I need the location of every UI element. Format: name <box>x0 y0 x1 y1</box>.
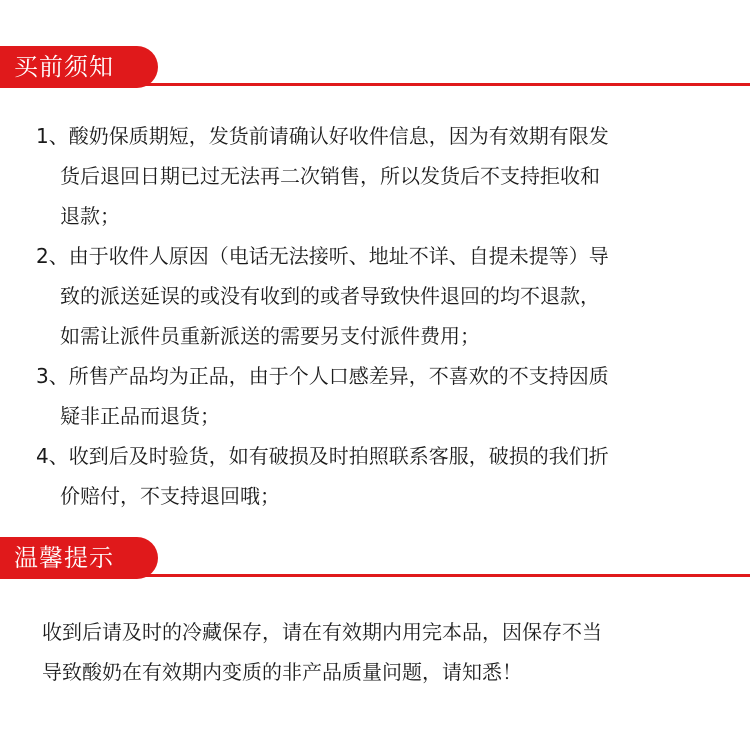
notice-line: 2、由于收件人原因（电话无法接听、地址不详、自提未提等）导 <box>36 244 609 268</box>
section-header-purchase-notice <box>0 46 750 88</box>
notice-line: 疑非正品而退货； <box>60 404 220 428</box>
section-header-warm-tips <box>0 537 750 579</box>
notice-line: 致的派送延误的或没有收到的或者导致快件退回的均不退款， <box>60 284 600 308</box>
notice-line: 4、收到后及时验货，如有破损及时拍照联系客服，破损的我们折 <box>36 444 609 468</box>
notice-line: 退款； <box>60 204 120 228</box>
notice-line: 货后退回日期已过无法再二次销售，所以发货后不支持拒收和 <box>60 164 600 188</box>
tip-line: 收到后请及时的冷藏保存，请在有效期内用完本品，因保存不当 <box>42 620 602 644</box>
section-title: 买前须知 <box>0 46 158 88</box>
notice-line: 3、所售产品均为正品，由于个人口感差异，不喜欢的不支持因质 <box>36 364 609 388</box>
tip-line: 导致酸奶在有效期内变质的非产品质量问题，请知悉！ <box>42 660 522 684</box>
notice-line: 价赔付，不支持退回哦； <box>60 484 280 508</box>
notice-line: 如需让派件员重新派送的需要另支付派件费用； <box>60 324 480 348</box>
warm-tips-text <box>42 612 732 692</box>
section-title: 温馨提示 <box>0 537 158 579</box>
purchase-notice-list <box>36 116 736 516</box>
notice-line: 1、酸奶保质期短，发货前请确认好收件信息，因为有效期有限发 <box>36 124 609 148</box>
